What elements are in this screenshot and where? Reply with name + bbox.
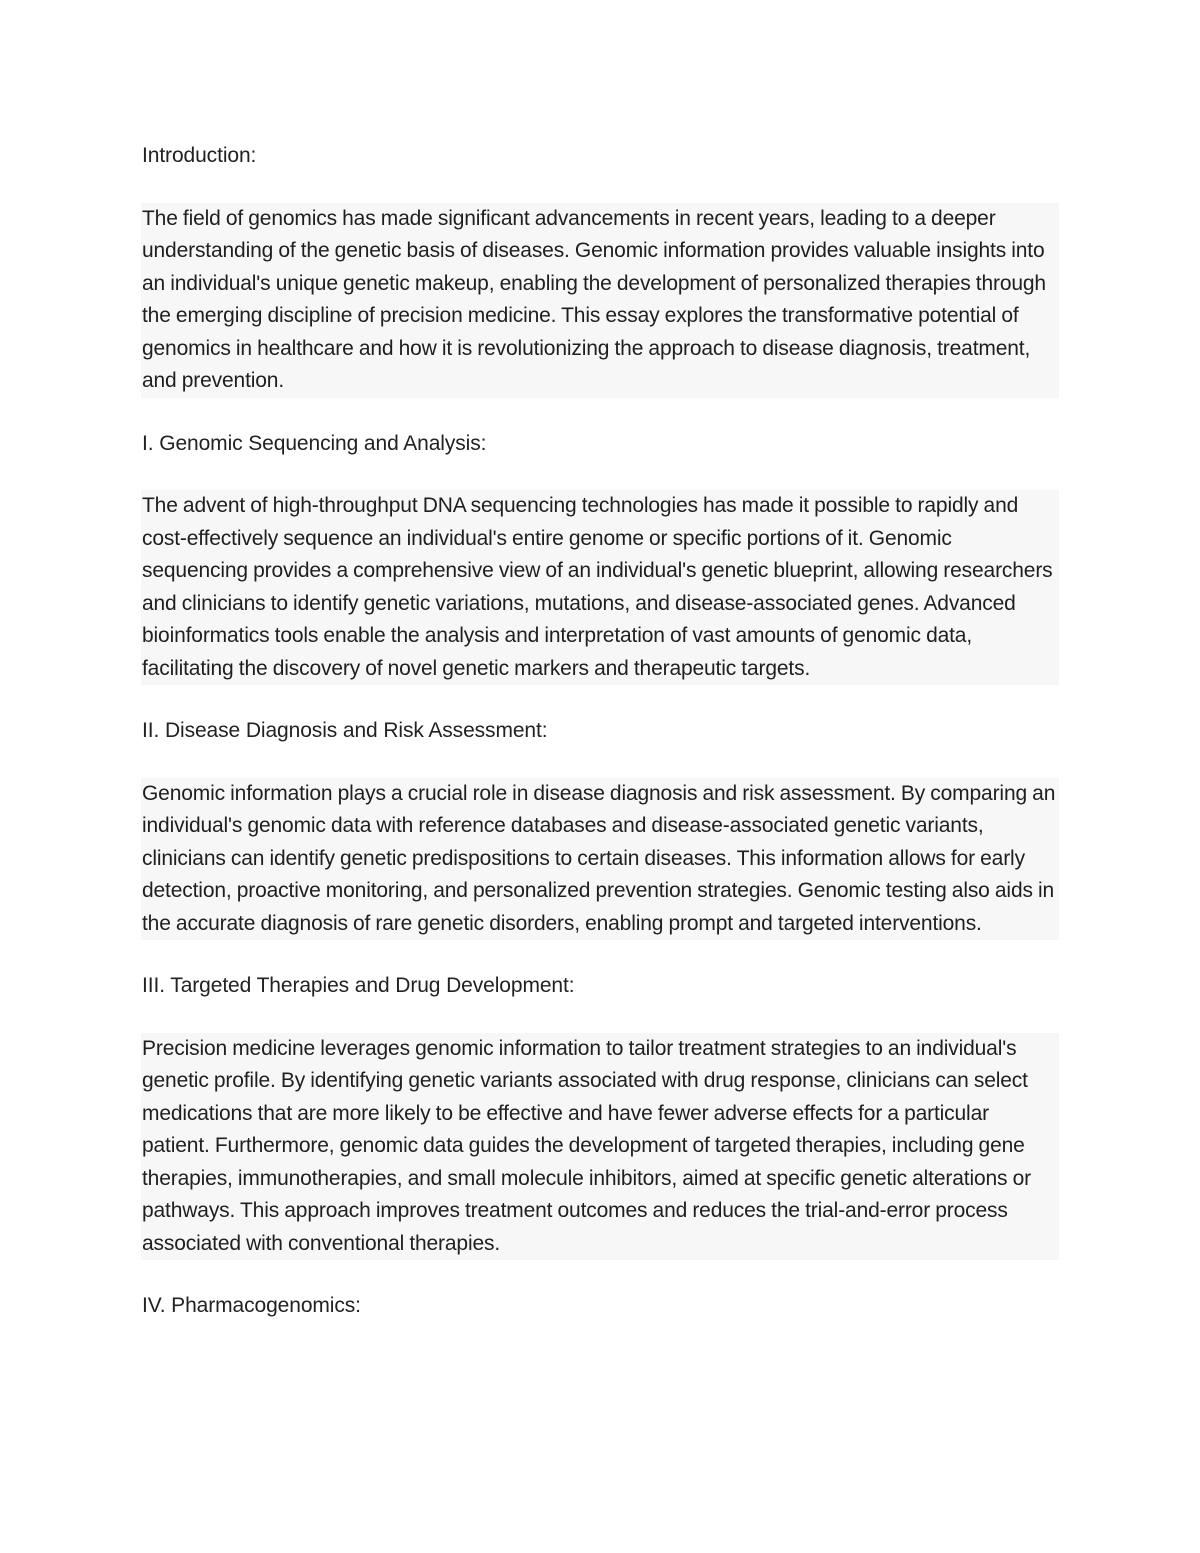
section-paragraph-disease-diagnosis: Genomic information plays a crucial role in disease diagnosis and risk assessment. By comparing an individual's genomic data with reference databases and disease-associated genetic variants, clinicians can identify genetic predispositions to certain diseases. This information allows for early detection, proactive monitoring, and personalized prevention strategies. Genomic testing also aids in the accurate diagnosis of rare genetic disorders, enabling prompt and targeted interventions. [141,778,1059,941]
section-paragraph-targeted-therapies: Precision medicine leverages genomic information to tailor treatment strategies to an individual's genetic profile. By identifying genetic variants associated with drug response, clinicians can select medications that are more likely to be effective and have fewer adverse effects for a particular patient. Furthermore, genomic data guides the development of targeted therapies, including gene therapies, immunotherapies, and small molecule inhibitors, aimed at specific genetic alterations or pathways. This approach improves treatment outcomes and reduces the trial-and-error process associated with conventional therapies. [141,1033,1059,1261]
section-heading-pharmacogenomics: IV. Pharmacogenomics: [142,1294,361,1317]
document-content [141,140,1059,1353]
section-paragraph-genomic-sequencing: The advent of high-throughput DNA sequencing technologies has made it possible to rapidly and cost-effectively sequence an individual's entire genome or specific portions of it. Genomic sequencing provides a comprehensive view of an individual's genetic blueprint, allowing researchers and clinicians to identify genetic variations, mutations, and disease-associated genes. Advanced bioinformatics tools enable the analysis and interpretation of vast amounts of genomic data, facilitating the discovery of novel genetic markers and therapeutic targets. [141,490,1059,685]
section-paragraph-introduction: The field of genomics has made significant advancements in recent years, leading to a deeper understanding of the genetic basis of diseases. Genomic information provides valuable insights into an individual's unique genetic makeup, enabling the development of personalized therapies through the emerging discipline of precision medicine. This essay explores the transformative potential of genomics in healthcare and how it is revolutionizing the approach to disease diagnosis, treatment, and prevention. [141,203,1059,398]
section-heading-disease-diagnosis: II. Disease Diagnosis and Risk Assessment: [142,719,548,742]
section-heading-genomic-sequencing: I. Genomic Sequencing and Analysis: [142,431,487,455]
section-heading-introduction: Introduction: [142,144,257,167]
section-heading-targeted-therapies: III. Targeted Therapies and Drug Development: [142,974,575,997]
